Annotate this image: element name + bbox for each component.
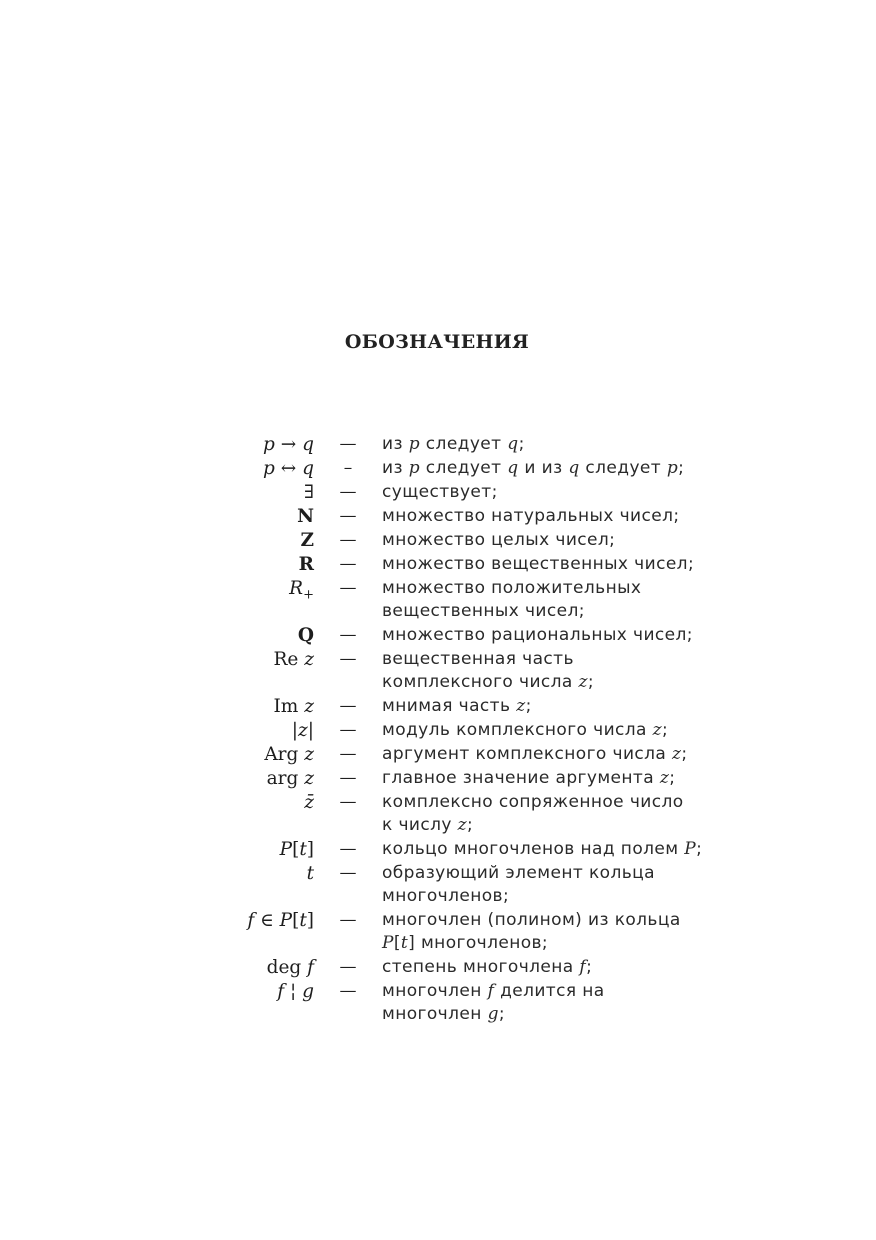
description-part: аргумент комплексного числа — [382, 744, 673, 764]
description-part: множество натуральных чисел; — [382, 506, 680, 526]
symbol-part: R — [289, 578, 304, 599]
notation-dash: — — [339, 981, 357, 1001]
description-part: следует — [420, 434, 508, 454]
description-part: ; — [525, 696, 532, 716]
description-part: q — [507, 458, 519, 478]
notation-symbol — [0, 504, 314, 528]
symbol-part: z — [298, 768, 314, 789]
notation-row — [0, 623, 876, 647]
notation-dash: — — [339, 744, 357, 764]
symbol-part: q — [302, 434, 314, 455]
description-part: z — [578, 672, 588, 692]
description-part: и из — [518, 458, 569, 478]
description-part: ; — [681, 744, 688, 764]
notation-dash: — — [339, 649, 357, 669]
symbol-part: Im — [273, 696, 299, 717]
description-line — [382, 719, 712, 742]
description-part: P — [684, 839, 697, 859]
notation-symbol — [0, 528, 314, 552]
description-part: p — [408, 458, 420, 478]
description-line — [382, 791, 712, 814]
symbol-part: ↔ — [274, 458, 303, 479]
description-part: z — [672, 744, 682, 764]
notation-row — [0, 742, 876, 766]
notation-row — [0, 955, 876, 979]
symbol-part: arg — [266, 768, 299, 789]
description-part: z — [516, 696, 526, 716]
notation-row — [0, 552, 876, 576]
description-part: комплексно сопряженное число — [382, 792, 684, 812]
symbol-part: Z — [300, 530, 314, 551]
description-part: ; — [467, 815, 474, 835]
description-line — [382, 505, 712, 528]
page-title: ОБОЗНАЧЕНИЯ — [344, 331, 530, 353]
notation-row — [0, 766, 876, 790]
description-part: многочлен — [382, 981, 488, 1001]
description-part: многочлен — [382, 1004, 488, 1024]
notation-description — [382, 552, 712, 576]
symbol-part: P — [279, 839, 293, 860]
description-line — [382, 885, 712, 908]
notation-dash: — — [339, 696, 357, 716]
description-part: ; — [498, 1004, 505, 1024]
description-part: z — [652, 720, 663, 740]
symbol-part: deg — [266, 957, 302, 978]
description-part: ; — [662, 720, 669, 740]
notation-list — [0, 432, 876, 1026]
notation-symbol — [0, 837, 314, 861]
notation-row — [0, 576, 876, 623]
notation-row — [0, 790, 876, 837]
description-part: p — [666, 458, 679, 478]
symbol-part: f — [277, 981, 285, 1002]
notation-dash: — — [339, 720, 357, 740]
description-part: ; — [587, 672, 595, 692]
notation-description — [382, 647, 712, 694]
description-part: многочлен (полином) из кольца — [382, 910, 681, 930]
notation-symbol — [0, 623, 314, 647]
description-part: ; — [696, 839, 703, 859]
description-line — [382, 648, 712, 671]
notation-dash: — — [339, 957, 357, 977]
notation-row — [0, 837, 876, 861]
description-line — [382, 1003, 712, 1026]
notation-dash: — — [339, 863, 357, 883]
notation-symbol — [0, 456, 314, 480]
symbol-part: f — [301, 957, 314, 978]
description-part: [ — [393, 933, 401, 953]
description-part: комплексного числа — [382, 672, 579, 692]
description-part: q — [568, 458, 580, 478]
symbol-part: z̄ — [304, 792, 314, 813]
description-line — [382, 624, 712, 647]
notation-symbol — [0, 908, 314, 932]
description-line — [382, 932, 712, 955]
description-line — [382, 600, 712, 623]
description-part: образующий элемент кольца — [382, 863, 655, 883]
symbol-part: t — [299, 839, 307, 860]
notation-symbol — [0, 955, 314, 979]
notation-dash: — — [339, 768, 357, 788]
notation-row — [0, 908, 876, 955]
description-part: p — [408, 434, 420, 454]
notation-symbol — [0, 480, 314, 504]
description-line — [382, 577, 712, 600]
notation-dash: — — [339, 625, 357, 645]
symbol-part: | — [291, 720, 299, 741]
notation-description — [382, 955, 712, 979]
symbol-part: q — [302, 458, 314, 479]
notation-symbol — [0, 742, 314, 766]
notation-description — [382, 432, 712, 456]
notation-row — [0, 718, 876, 742]
notation-dash: — — [339, 910, 357, 930]
symbol-part: p — [263, 434, 275, 455]
description-part: вещественная часть — [382, 649, 574, 669]
notation-description — [382, 861, 712, 908]
symbol-part: → — [274, 434, 303, 455]
symbol-part: + — [303, 587, 314, 603]
description-part: P — [382, 933, 394, 953]
notation-symbol — [0, 718, 314, 742]
description-line — [382, 529, 712, 552]
notation-row — [0, 861, 876, 908]
description-line — [382, 814, 712, 837]
description-line — [382, 553, 712, 576]
notation-symbol — [0, 552, 314, 576]
symbol-part: ∃ — [303, 482, 314, 503]
notation-row — [0, 432, 876, 456]
notation-symbol — [0, 861, 314, 885]
description-line — [382, 457, 712, 480]
symbol-part: Arg — [264, 744, 299, 765]
symbol-part: g — [302, 981, 314, 1002]
description-part: ; — [586, 957, 593, 977]
description-part: ; — [678, 458, 685, 478]
notation-symbol — [0, 576, 314, 607]
notation-description — [382, 456, 712, 480]
notation-dash: — — [339, 530, 357, 550]
symbol-part: ¦ — [284, 981, 303, 1002]
symbol-part: ] — [306, 910, 314, 931]
notation-dash: — — [339, 434, 357, 454]
description-part: множество рациональных чисел; — [382, 625, 693, 645]
description-part: ] многочленов; — [408, 933, 549, 953]
notation-description — [382, 576, 712, 623]
notation-row — [0, 504, 876, 528]
description-part: из — [382, 434, 409, 454]
notation-description — [382, 504, 712, 528]
notation-row — [0, 456, 876, 480]
description-part: модуль комплексного числа — [382, 720, 653, 740]
notation-dash: — — [339, 792, 357, 812]
symbol-part: t — [306, 863, 314, 884]
description-part: многочленов; — [382, 886, 510, 906]
description-part: z — [659, 768, 670, 788]
symbol-part: f — [247, 910, 255, 931]
notation-description — [382, 742, 712, 766]
description-part: f — [579, 957, 587, 977]
symbol-part: R — [298, 554, 314, 575]
description-part: делится на — [494, 981, 605, 1001]
description-part: существует; — [382, 482, 498, 502]
description-line — [382, 838, 712, 861]
description-part: f — [487, 981, 495, 1001]
symbol-part: z — [298, 720, 308, 741]
notation-row — [0, 528, 876, 552]
notation-row — [0, 647, 876, 694]
symbol-part: Q — [297, 625, 314, 646]
notation-dash: — — [339, 482, 357, 502]
description-part: множество вещественных чисел; — [382, 554, 695, 574]
description-part: мнимая часть — [382, 696, 517, 716]
description-part: степень многочлена — [382, 957, 580, 977]
symbol-part: ] — [306, 839, 314, 860]
description-part: ; — [669, 768, 676, 788]
symbol-part: [ — [292, 839, 300, 860]
symbol-part: [ — [292, 910, 300, 931]
notation-description — [382, 908, 712, 955]
notation-description — [382, 718, 712, 742]
description-part: q — [507, 434, 519, 454]
notation-dash: — — [339, 839, 357, 859]
notation-dash: – — [343, 458, 353, 478]
description-part: t — [400, 933, 409, 953]
notation-dash: — — [339, 578, 357, 598]
description-line — [382, 433, 712, 456]
notation-row — [0, 979, 876, 1026]
description-part: к числу — [382, 815, 458, 835]
description-part: вещественных чисел; — [382, 601, 585, 621]
symbol-part: t — [299, 910, 307, 931]
symbol-part: | — [307, 720, 314, 741]
description-part: следует — [420, 458, 508, 478]
symbol-part: N — [297, 506, 314, 527]
notation-symbol — [0, 979, 314, 1003]
description-line — [382, 481, 712, 504]
description-line — [382, 743, 712, 766]
symbol-part: Re — [273, 649, 299, 670]
description-part: множество положительных — [382, 578, 642, 598]
notation-row — [0, 694, 876, 718]
description-line — [382, 909, 712, 932]
symbol-part: z — [298, 649, 314, 670]
notation-description — [382, 480, 712, 504]
notation-description — [382, 979, 712, 1026]
notation-dash: — — [339, 554, 357, 574]
description-line — [382, 671, 712, 694]
notation-row — [0, 480, 876, 504]
notation-description — [382, 790, 712, 837]
symbol-part: z — [298, 696, 314, 717]
notation-symbol — [0, 694, 314, 718]
notation-dash: — — [339, 506, 357, 526]
description-part: z — [457, 815, 468, 835]
symbol-part: P — [279, 910, 293, 931]
description-part: множество целых чисел; — [382, 530, 616, 550]
description-part: ; — [518, 434, 525, 454]
symbol-part: p — [263, 458, 275, 479]
symbol-part: ∈ — [254, 910, 280, 931]
notation-symbol — [0, 790, 314, 814]
description-line — [382, 956, 712, 979]
description-part: главное значение аргумента — [382, 768, 660, 788]
notation-symbol — [0, 647, 314, 671]
notation-description — [382, 623, 712, 647]
notation-symbol — [0, 432, 314, 456]
description-part: g — [487, 1004, 499, 1024]
symbol-part: z — [298, 744, 314, 765]
description-line — [382, 695, 712, 718]
description-line — [382, 862, 712, 885]
notation-description — [382, 694, 712, 718]
description-line — [382, 767, 712, 790]
description-part: кольцо многочленов над полем — [382, 839, 685, 859]
description-part: следует — [579, 458, 667, 478]
notation-description — [382, 766, 712, 790]
description-part: из — [382, 458, 409, 478]
description-line — [382, 980, 712, 1003]
notation-description — [382, 837, 712, 861]
notation-description — [382, 528, 712, 552]
notation-symbol — [0, 766, 314, 790]
